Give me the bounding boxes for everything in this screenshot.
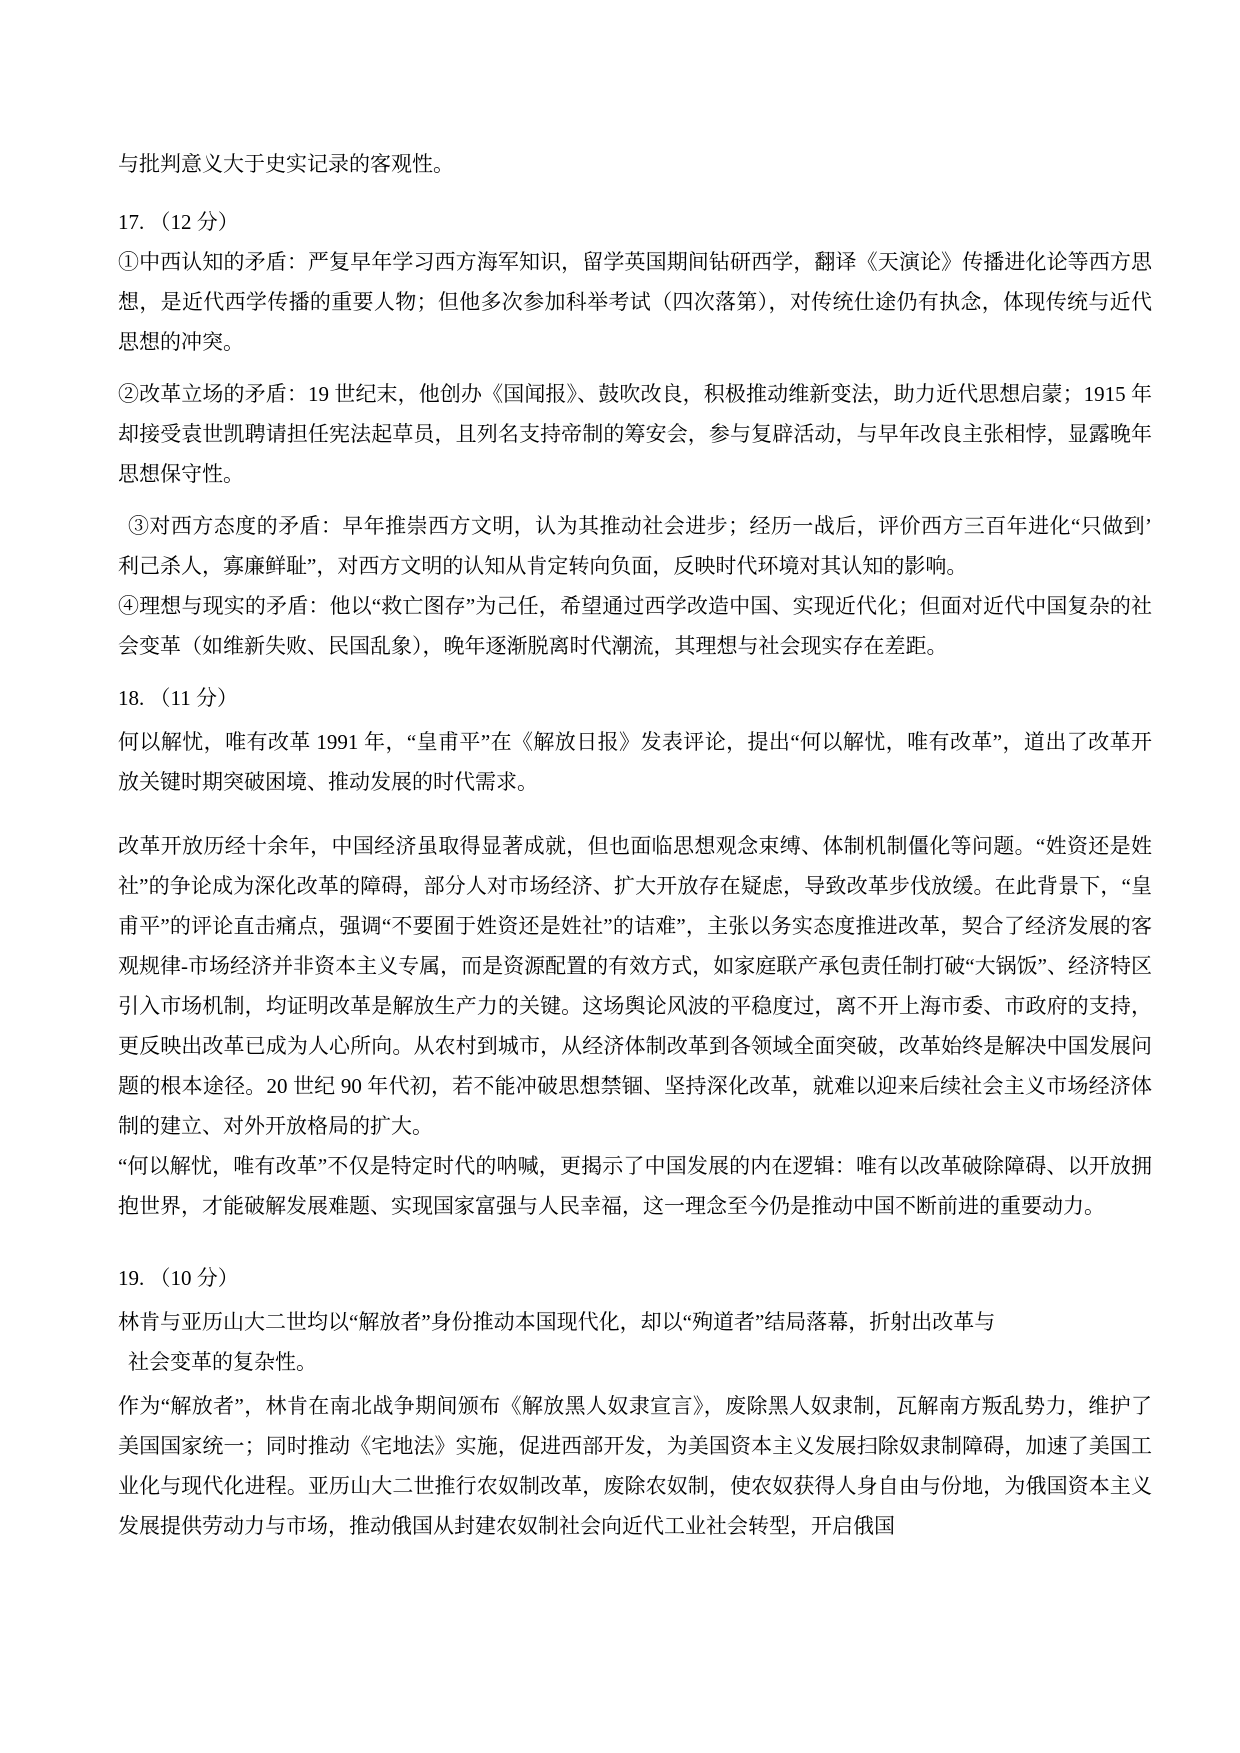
answer-17-point-2: ②改革立场的矛盾：19 世纪末，他创办《国闻报》、鼓吹改良，积极推动维新变法，助力近代思想启蒙；1915 年却接受袁世凯聘请担任宪法起草员，且列名支持帝制的筹安会，参与复辟活动，与早年改良主张相悖，显露晚年思想保守性。 [118,382,1152,486]
answer-18-paragraph-3: “何以解忧，唯有改革”不仅是特定时代的呐喊，更揭示了中国发展的内在逻辑：唯有以改革破除障碍、以开放拥抱世界，才能破解发展难题、实现国家富强与人民幸福，这一理念至今仍是推动中国不断前进的重要动力。 [118,1154,1152,1218]
document-content [118,144,1152,1546]
lead-paragraph: 与批判意义大于史实记录的客观性。 [118,152,454,176]
question-19-heading: 19. （10 分） [118,1266,239,1290]
question-18-heading: 18. （11 分） [118,686,238,710]
answer-18-paragraph-2: 改革开放历经十余年，中国经济虽取得显著成就，但也面临思想观念束缚、体制机制僵化等问题。“姓资还是姓社”的争论成为深化改革的障碍，部分人对市场经济、扩大开放存在疑虑，导致改革步伐放缓。在此背景下，“皇甫平”的评论直击痛点，强调“不要囿于姓资还是姓社”的诘难”，主张以务实态度推进改革，契合了经济发展的客观规律-市场经济并非资本主义专属，而是资源配置的有效方式，如家庭联产承包责任制打破“大锅饭”、经济特区引入市场机制，均证明改革是解放生产力的关键。这场舆论风波的平稳度过，离不开上海市委、市政府的支持，更反映出改革已成为人心所向。从农村到城市，从经济体制改革到各领域全面突破，改革始终是解决中国发展问题的根本途径。20 世纪 90 年代初，若不能冲破思想禁锢、坚持深化改革，就难以迎来后续社会主义市场经济体制的建立、对外开放格局的扩大。 [118,834,1152,1138]
answer-19-paragraph-2: 社会变革的复杂性。 [128,1350,317,1374]
answer-19-paragraph-3: 作为“解放者”，林肯在南北战争期间颁布《解放黑人奴隶宣言》，废除黑人奴隶制，瓦解南方叛乱势力，维护了美国国家统一；同时推动《宅地法》实施，促进西部开发，为美国资本主义发展扫除奴隶制障碍，加速了美国工业化与现代化进程。亚历山大二世推行农奴制改革，废除农奴制，使农奴获得人身自由与份地，为俄国资本主义发展提供劳动力与市场，推动俄国从封建农奴制社会向近代工业社会转型，开启俄国 [118,1394,1152,1538]
answer-19-paragraph-1: 林肯与亚历山大二世均以“解放者”身份推动本国现代化，却以“殉道者”结局落幕，折射出改革与 [118,1310,996,1334]
answer-17-point-4: ④理想与现实的矛盾：他以“救亡图存”为己任，希望通过西学改造中国、实现近代化；但面对近代中国复杂的社会变革（如维新失败、民国乱象），晚年逐渐脱离时代潮流，其理想与社会现实存在差距。 [118,594,1152,658]
question-17-heading: 17. （12 分） [118,210,239,234]
answer-18-paragraph-1: 何以解忧，唯有改革 1991 年，“皇甫平”在《解放日报》发表评论，提出“何以解忧，唯有改革”，道出了改革开放关键时期突破困境、推动发展的时代需求。 [118,730,1152,794]
answer-17-point-1: ①中西认知的矛盾：严复早年学习西方海军知识，留学英国期间钻研西学，翻译《天演论》传播进化论等西方思想，是近代西学传播的重要人物；但他多次参加科举考试（四次落第），对传统仕途仍有执念，体现传统与近代思想的冲突。 [118,250,1152,354]
answer-17-point-3: ③对西方态度的矛盾：早年推崇西方文明，认为其推动社会进步；经历一战后，评价西方三百年进化“只做到’ 利己杀人，寡廉鲜耻”，对西方文明的认知从肯定转向负面，反映时代环境对其认知的影响。 [118,514,1152,578]
